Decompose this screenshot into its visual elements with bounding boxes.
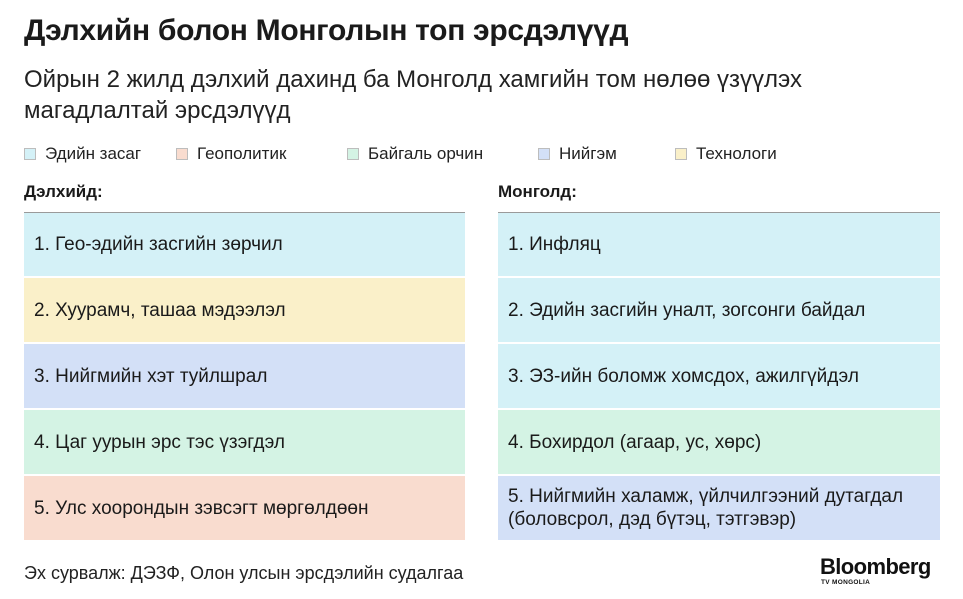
legend-label-economy: Эдийн засаг	[45, 144, 142, 163]
logo-wordmark: Bloomberg	[820, 554, 931, 579]
chart-subtitle: Ойрын 2 жилд дэлхий дахинд ба Монголд хамгийн том нөлөө үзүүлэх магадлалтай эрсдэлүүд	[24, 66, 802, 124]
mongolia-risk-label: 1. Инфляц	[508, 234, 601, 255]
legend-item-society	[538, 144, 675, 164]
mongolia-risk-label: 4. Бохирдол (агаар, ус, хөрс)	[508, 431, 762, 453]
legend-label-society: Нийгэм	[559, 144, 617, 163]
mongolia-risk-label: 2. Эдийн засгийн уналт, зогсонги байдал	[508, 299, 866, 321]
legend-swatch-society	[538, 148, 550, 160]
world-risk-cell	[24, 344, 465, 408]
bloomberg-logo	[818, 552, 942, 591]
world-risk-label: 2. Хуурамч, ташаа мэдээлэл	[34, 299, 286, 321]
legend-label-environment: Байгаль орчин	[368, 144, 484, 163]
world-column-header: Дэлхийд:	[24, 182, 103, 201]
world-risk-label: 4. Цаг уурын эрс тэс үзэгдэл	[34, 431, 286, 453]
mongolia-risk-cell	[498, 278, 940, 342]
mongolia-risk-cell	[498, 212, 940, 276]
source-note: Эх сурвалж: ДЭЗФ, Олон улсын эрсдэлийн судалгаа	[24, 563, 464, 583]
legend-item-geopolitics	[176, 144, 347, 164]
legend-item-technology	[675, 144, 777, 164]
world-risk-cell	[24, 476, 465, 540]
mongolia-risk-cell	[498, 410, 940, 474]
legend-swatch-economy	[24, 148, 36, 160]
mongolia-risk-label: 5. Нийгмийн халамж, үйлчилгээний дутагдал (боловсрол, дэд бүтэц, тэтгэвэр)	[508, 486, 904, 530]
legend-item-economy	[24, 144, 176, 164]
world-risk-label: 1. Гео-эдийн засгийн зөрчил	[34, 234, 283, 255]
legend-label-geopolitics: Геополитик	[197, 144, 287, 163]
legend-swatch-geopolitics	[176, 148, 188, 160]
mongolia-risk-list	[498, 212, 940, 542]
mongolia-column-header: Монголд:	[498, 182, 577, 201]
legend	[24, 144, 777, 164]
world-risk-cell	[24, 278, 465, 342]
legend-label-technology: Технологи	[696, 144, 777, 163]
world-risk-cell	[24, 410, 465, 474]
logo-tagline: TV MONGOLIA	[821, 579, 871, 586]
legend-swatch-technology	[675, 148, 687, 160]
mongolia-risk-cell	[498, 476, 940, 540]
mongolia-risk-label: 3. ЭЗ-ийн боломж хомсдох, ажилгүйдэл	[508, 365, 859, 387]
world-risk-list	[24, 212, 465, 542]
legend-item-environment	[347, 144, 538, 164]
world-risk-cell	[24, 212, 465, 276]
chart-title: Дэлхийн болон Монголын топ эрсдэлүүд	[24, 14, 629, 47]
world-risk-label: 3. Нийгмийн хэт туйлшрал	[34, 365, 268, 387]
world-risk-label: 5. Улс хоорондын зэвсэгт мөргөлдөөн	[34, 497, 369, 519]
mongolia-risk-cell	[498, 344, 940, 408]
bloomberg-logo-svg	[818, 552, 942, 586]
legend-swatch-environment	[347, 148, 359, 160]
